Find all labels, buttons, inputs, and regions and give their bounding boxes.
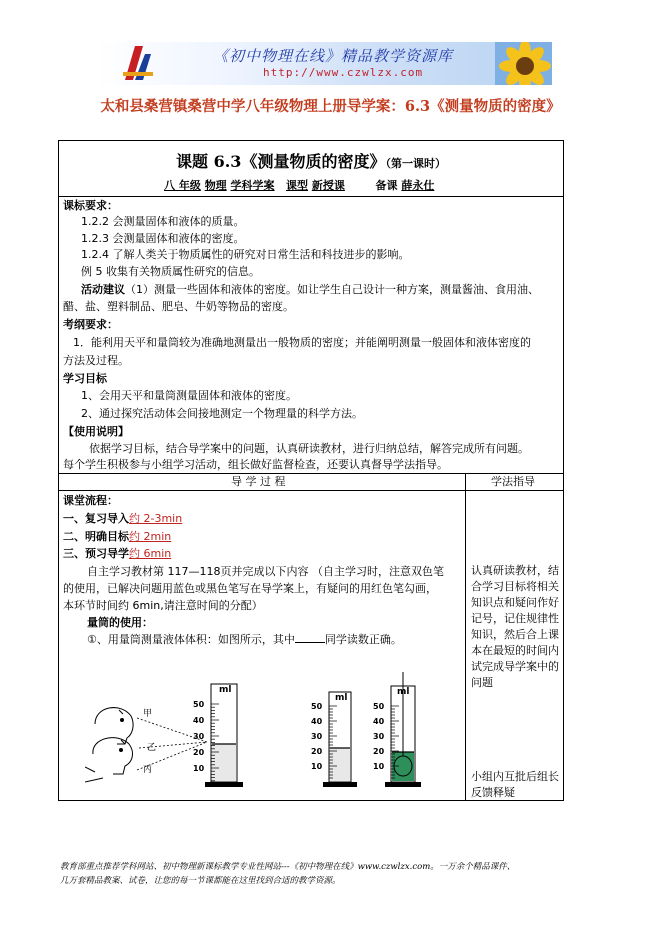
- footer-line: 教育部重点推荐学科网站、初中物理新课标教学专业性网站---《初中物理在线》www.czwlzx.com。一万余个精品课件、: [60, 862, 516, 872]
- reader-label-jia: 甲: [143, 709, 153, 719]
- goal-item: 1、会用天平和量筒测量固体和液体的密度。: [81, 389, 297, 402]
- usage-text: 依据学习目标，结合导学案中的问题，认真研读教材，进行归纳总结，解答完成所有问题。: [89, 442, 529, 455]
- usage-heading: 【使用说明】: [63, 425, 129, 438]
- reader-label-yi: 乙: [147, 743, 157, 753]
- standard-item: 例 5 收集有关物质属性研究的信息。: [81, 265, 260, 278]
- standard-item: 1.2.2 会测量固体和液体的质量。: [81, 215, 245, 228]
- footer-line: 几万套精品教案、试卷，让您的每一节课都能在这里找到合适的教学资源。: [60, 876, 341, 886]
- svg-text:ml: ml: [219, 685, 232, 695]
- cylinder-tick-label: 20: [311, 747, 323, 756]
- students-reading-icon: [85, 708, 133, 782]
- banner-url[interactable]: http://www.czwlzx.com: [263, 66, 424, 79]
- activity-suggestion: 活动建议（1）测量一些固体和液体的密度。如让学生自己设计一种方案，测量酱油、食用油、: [81, 283, 539, 296]
- preview-text: 自主学习教材第 117—118页并完成以下内容 （自主学习时，注意双色笔: [87, 565, 444, 578]
- graduated-cylinder-2: [323, 692, 357, 787]
- site-banner: [95, 42, 552, 85]
- question-1: ①、用量筒测量液体体积：如图所示，其中 同学读数正确。: [87, 633, 402, 646]
- cylinder-tick-label: 50: [193, 700, 205, 709]
- goal-item: 2、通过探究活动体会间接地测定一个物理量的科学方法。: [81, 407, 363, 420]
- page-footer: [60, 860, 620, 888]
- cylinder-tick-label: 50: [311, 702, 323, 711]
- guide-text-2: 小组内互批后组长反馈释疑: [471, 770, 559, 799]
- banner-title: 《初中物理在线》精品教学资源库: [213, 47, 454, 65]
- preview-text-cont: 的使用，已解决问题用蓝色或黑色笔写在导学案上，有疑问的用红色笔勾画，: [63, 582, 437, 595]
- process-step-2: 二、明确目标约 2min: [63, 530, 172, 543]
- exam-heading: 考纲要求：: [63, 318, 118, 331]
- standards-heading: 课标要求：: [63, 199, 118, 212]
- standard-item: 1.2.3 会测量固体和液体的密度。: [81, 232, 245, 245]
- cylinder-tick-label: 40: [311, 717, 323, 726]
- goals-heading: 学习目标: [63, 372, 107, 385]
- cylinder-tick-label: 10: [311, 762, 323, 771]
- lesson-title: 课题 6.3《测量物质的密度》（第一课时）: [176, 152, 446, 171]
- cylinder-figure: [85, 662, 505, 790]
- cylinder-tick-label: 40: [373, 717, 385, 726]
- guide-text: 认真研读教材，结合学习目标将相关知识点和疑问作好记号，记住规律性知识，然后合上课本在最短的时间内试完成导学案中的问题: [471, 564, 559, 689]
- sunflower-icon: [495, 42, 552, 85]
- standard-item: 1.2.4 了解人类关于物质属性的研究对日常生活和科技进步的影响。: [81, 248, 410, 261]
- process-heading: 课堂流程：: [63, 494, 118, 507]
- reader-label-bing: 丙: [143, 765, 153, 775]
- exam-text: 1．能利用天平和量筒较为准确地测量出一般物质的密度；并能阐明测量一般固体和液体密度的: [73, 336, 531, 349]
- site-logo-icon: [121, 44, 155, 82]
- cylinder-tick-label: 20: [193, 748, 205, 757]
- lesson-meta: 八 年级 物理 学科学案 课型 新授课 备课 薛永仕: [164, 179, 435, 192]
- process-column-header: 导 学 过 程: [231, 475, 286, 488]
- preview-text-cont: 本环节时间约 6min,请注意时间的分配）: [63, 599, 263, 612]
- process-step-1: 一、复习导入约 2-3min: [63, 512, 183, 525]
- cylinder-tick-label: 50: [373, 702, 385, 711]
- cylinder-tick-label: 10: [373, 762, 385, 771]
- process-step-3: 三、预习导学约 6min: [63, 547, 172, 560]
- cylinder-tick-label: 30: [373, 732, 385, 741]
- svg-text:ml: ml: [397, 687, 410, 697]
- cylinder-heading: 量筒的使用：: [87, 616, 153, 629]
- cylinder-tick-label: 10: [193, 764, 205, 773]
- cylinder-tick-label: 30: [311, 732, 323, 741]
- guide-column-header: 学法指导: [491, 475, 535, 488]
- exam-text-cont: 方法及过程。: [63, 354, 129, 367]
- cylinder-tick-label: 30: [193, 732, 205, 741]
- svg-text:ml: ml: [335, 693, 348, 703]
- graduated-cylinder-3: [385, 672, 421, 787]
- cylinder-tick-label: 20: [373, 747, 385, 756]
- activity-suggestion-cont: 醋、盐、塑料制品、肥皂、牛奶等物品的密度。: [63, 300, 294, 313]
- cylinder-tick-label: 40: [193, 716, 205, 725]
- graduated-cylinder-1: [205, 684, 243, 787]
- usage-text-cont: 每个学生积极参与小组学习活动，组长做好监督检查，还要认真督导学法指导。: [63, 458, 448, 471]
- answer-blank[interactable]: [295, 632, 325, 643]
- page-title: 太和县桑营镇桑营中学八年级物理上册导学案：6.3《测量物质的密度》: [100, 98, 561, 115]
